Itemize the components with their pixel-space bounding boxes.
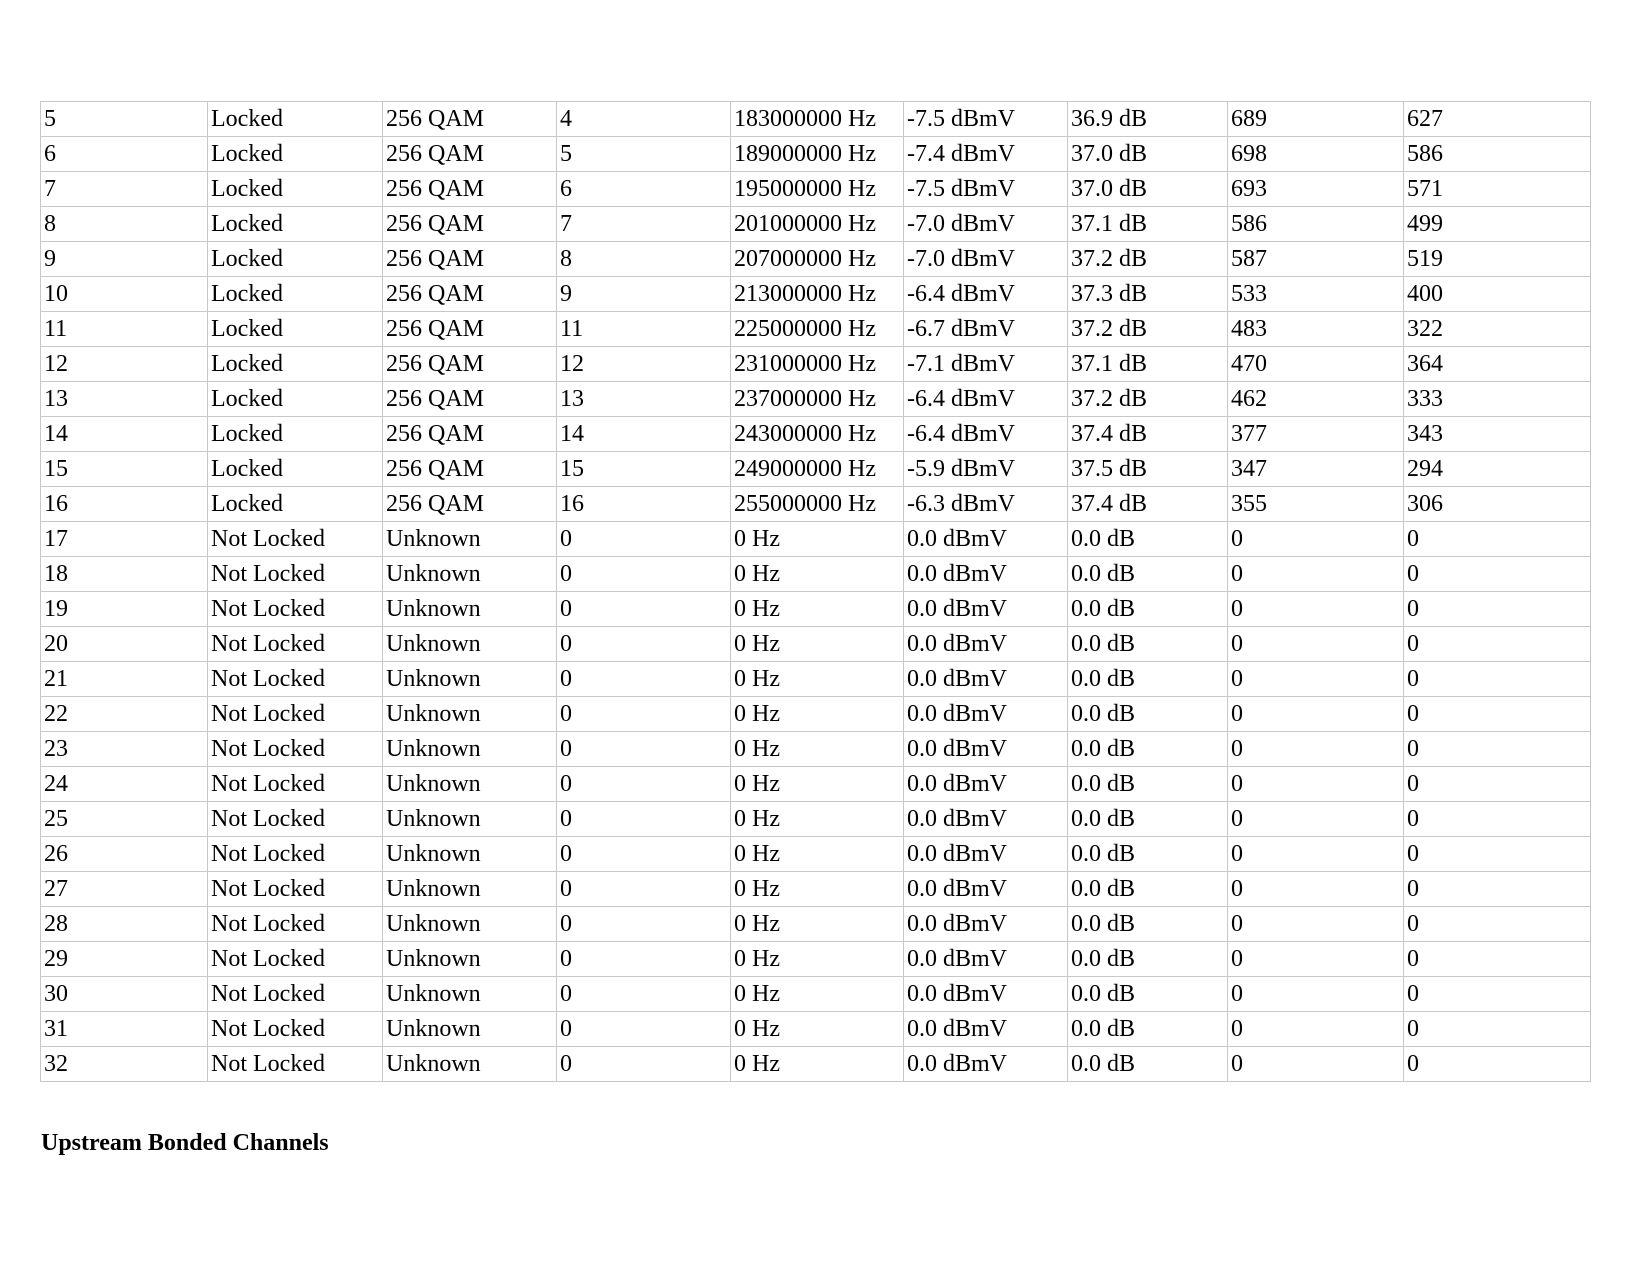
cell-lock-status: Not Locked xyxy=(208,907,383,942)
cell-channel-id: 0 xyxy=(557,977,731,1012)
cell-channel: 9 xyxy=(41,242,208,277)
cell-channel-id: 0 xyxy=(557,662,731,697)
cell-snr: 0.0 dB xyxy=(1068,697,1228,732)
cell-channel: 13 xyxy=(41,382,208,417)
cell-channel: 23 xyxy=(41,732,208,767)
cell-frequency: 0 Hz xyxy=(731,767,904,802)
cell-lock-status: Locked xyxy=(208,137,383,172)
cell-corrected: 587 xyxy=(1228,242,1404,277)
cell-frequency: 183000000 Hz xyxy=(731,102,904,137)
cell-snr: 37.2 dB xyxy=(1068,312,1228,347)
cell-uncorrectables: 0 xyxy=(1404,802,1591,837)
cell-modulation: Unknown xyxy=(383,592,557,627)
table-row xyxy=(41,417,1591,452)
section-heading-upstream-bonded-channels: Upstream Bonded Channels xyxy=(41,1130,329,1156)
cell-corrected: 0 xyxy=(1228,1047,1404,1082)
cell-channel-id: 8 xyxy=(557,242,731,277)
cell-modulation: 256 QAM xyxy=(383,207,557,242)
cell-snr: 0.0 dB xyxy=(1068,592,1228,627)
cell-frequency: 237000000 Hz xyxy=(731,382,904,417)
cell-lock-status: Not Locked xyxy=(208,1047,383,1082)
cell-lock-status: Not Locked xyxy=(208,662,383,697)
cell-channel: 32 xyxy=(41,1047,208,1082)
cell-channel-id: 6 xyxy=(557,172,731,207)
cell-snr: 37.2 dB xyxy=(1068,382,1228,417)
cell-corrected: 0 xyxy=(1228,837,1404,872)
cell-channel-id: 0 xyxy=(557,802,731,837)
cell-channel-id: 0 xyxy=(557,837,731,872)
cell-channel-id: 9 xyxy=(557,277,731,312)
cell-modulation: Unknown xyxy=(383,802,557,837)
cell-modulation: Unknown xyxy=(383,557,557,592)
cell-corrected: 377 xyxy=(1228,417,1404,452)
cell-corrected: 355 xyxy=(1228,487,1404,522)
cell-power: 0.0 dBmV xyxy=(904,977,1068,1012)
cell-power: -6.3 dBmV xyxy=(904,487,1068,522)
cell-channel: 14 xyxy=(41,417,208,452)
cell-frequency: 207000000 Hz xyxy=(731,242,904,277)
cell-frequency: 213000000 Hz xyxy=(731,277,904,312)
cell-modulation: Unknown xyxy=(383,697,557,732)
cell-uncorrectables: 0 xyxy=(1404,907,1591,942)
cell-power: 0.0 dBmV xyxy=(904,872,1068,907)
cell-snr: 0.0 dB xyxy=(1068,802,1228,837)
cell-channel: 8 xyxy=(41,207,208,242)
cell-uncorrectables: 0 xyxy=(1404,837,1591,872)
cell-lock-status: Locked xyxy=(208,417,383,452)
table-row xyxy=(41,557,1591,592)
table-row xyxy=(41,207,1591,242)
cell-channel-id: 0 xyxy=(557,1047,731,1082)
cell-channel: 16 xyxy=(41,487,208,522)
cell-channel: 26 xyxy=(41,837,208,872)
cell-snr: 0.0 dB xyxy=(1068,732,1228,767)
cell-corrected: 689 xyxy=(1228,102,1404,137)
cell-lock-status: Locked xyxy=(208,312,383,347)
cell-modulation: Unknown xyxy=(383,732,557,767)
cell-uncorrectables: 343 xyxy=(1404,417,1591,452)
cell-power: -7.5 dBmV xyxy=(904,102,1068,137)
cell-channel-id: 14 xyxy=(557,417,731,452)
cell-corrected: 0 xyxy=(1228,697,1404,732)
cell-uncorrectables: 0 xyxy=(1404,732,1591,767)
cell-power: -6.7 dBmV xyxy=(904,312,1068,347)
cell-snr: 0.0 dB xyxy=(1068,837,1228,872)
cell-lock-status: Not Locked xyxy=(208,522,383,557)
table-row xyxy=(41,907,1591,942)
cell-channel-id: 0 xyxy=(557,907,731,942)
cell-corrected: 0 xyxy=(1228,977,1404,1012)
cell-snr: 0.0 dB xyxy=(1068,907,1228,942)
cell-uncorrectables: 322 xyxy=(1404,312,1591,347)
cell-lock-status: Not Locked xyxy=(208,977,383,1012)
cell-channel: 19 xyxy=(41,592,208,627)
cell-power: 0.0 dBmV xyxy=(904,697,1068,732)
cell-snr: 37.1 dB xyxy=(1068,347,1228,382)
cell-corrected: 0 xyxy=(1228,627,1404,662)
cell-frequency: 0 Hz xyxy=(731,732,904,767)
cell-lock-status: Not Locked xyxy=(208,697,383,732)
cell-power: -7.1 dBmV xyxy=(904,347,1068,382)
cell-snr: 0.0 dB xyxy=(1068,1012,1228,1047)
cell-corrected: 586 xyxy=(1228,207,1404,242)
cell-lock-status: Locked xyxy=(208,277,383,312)
table-row xyxy=(41,102,1591,137)
table-row xyxy=(41,732,1591,767)
cell-uncorrectables: 0 xyxy=(1404,557,1591,592)
cell-channel: 24 xyxy=(41,767,208,802)
cell-power: -7.4 dBmV xyxy=(904,137,1068,172)
table-row xyxy=(41,522,1591,557)
cell-uncorrectables: 571 xyxy=(1404,172,1591,207)
cell-uncorrectables: 294 xyxy=(1404,452,1591,487)
cell-modulation: 256 QAM xyxy=(383,172,557,207)
cell-uncorrectables: 0 xyxy=(1404,942,1591,977)
cell-corrected: 0 xyxy=(1228,732,1404,767)
cell-snr: 0.0 dB xyxy=(1068,942,1228,977)
cell-snr: 37.3 dB xyxy=(1068,277,1228,312)
cell-frequency: 189000000 Hz xyxy=(731,137,904,172)
cell-frequency: 0 Hz xyxy=(731,522,904,557)
cell-frequency: 0 Hz xyxy=(731,557,904,592)
cell-channel: 29 xyxy=(41,942,208,977)
cell-power: -7.0 dBmV xyxy=(904,242,1068,277)
cell-frequency: 0 Hz xyxy=(731,977,904,1012)
cell-channel: 6 xyxy=(41,137,208,172)
cell-power: -7.0 dBmV xyxy=(904,207,1068,242)
cell-snr: 37.1 dB xyxy=(1068,207,1228,242)
cell-snr: 0.0 dB xyxy=(1068,977,1228,1012)
cell-power: 0.0 dBmV xyxy=(904,1047,1068,1082)
cell-modulation: Unknown xyxy=(383,662,557,697)
table-row xyxy=(41,347,1591,382)
table-row xyxy=(41,627,1591,662)
cell-channel-id: 7 xyxy=(557,207,731,242)
table-row xyxy=(41,452,1591,487)
cell-uncorrectables: 586 xyxy=(1404,137,1591,172)
cell-power: -6.4 dBmV xyxy=(904,417,1068,452)
table-row xyxy=(41,1047,1591,1082)
cell-corrected: 462 xyxy=(1228,382,1404,417)
cell-modulation: Unknown xyxy=(383,907,557,942)
table-body xyxy=(41,102,1591,1082)
cell-channel: 5 xyxy=(41,102,208,137)
table-row xyxy=(41,592,1591,627)
cell-frequency: 255000000 Hz xyxy=(731,487,904,522)
cell-channel-id: 4 xyxy=(557,102,731,137)
cell-frequency: 201000000 Hz xyxy=(731,207,904,242)
cell-channel-id: 0 xyxy=(557,767,731,802)
cell-power: 0.0 dBmV xyxy=(904,942,1068,977)
cell-channel: 22 xyxy=(41,697,208,732)
cell-channel-id: 5 xyxy=(557,137,731,172)
cell-modulation: 256 QAM xyxy=(383,382,557,417)
downstream-channels-table xyxy=(40,101,1591,1082)
cell-corrected: 0 xyxy=(1228,872,1404,907)
cell-frequency: 0 Hz xyxy=(731,697,904,732)
cell-power: -7.5 dBmV xyxy=(904,172,1068,207)
cell-channel: 31 xyxy=(41,1012,208,1047)
cell-corrected: 0 xyxy=(1228,907,1404,942)
cell-corrected: 533 xyxy=(1228,277,1404,312)
cell-channel: 10 xyxy=(41,277,208,312)
cell-power: 0.0 dBmV xyxy=(904,522,1068,557)
cell-channel-id: 0 xyxy=(557,732,731,767)
cell-modulation: 256 QAM xyxy=(383,347,557,382)
cell-channel: 28 xyxy=(41,907,208,942)
cell-corrected: 470 xyxy=(1228,347,1404,382)
cell-corrected: 0 xyxy=(1228,802,1404,837)
table-row xyxy=(41,172,1591,207)
table-row xyxy=(41,802,1591,837)
cell-modulation: 256 QAM xyxy=(383,452,557,487)
cell-lock-status: Not Locked xyxy=(208,732,383,767)
cell-uncorrectables: 499 xyxy=(1404,207,1591,242)
cell-power: 0.0 dBmV xyxy=(904,557,1068,592)
cell-channel-id: 0 xyxy=(557,557,731,592)
cell-lock-status: Locked xyxy=(208,102,383,137)
cell-snr: 37.5 dB xyxy=(1068,452,1228,487)
cell-power: 0.0 dBmV xyxy=(904,767,1068,802)
cell-channel-id: 12 xyxy=(557,347,731,382)
table-row xyxy=(41,942,1591,977)
cell-power: -6.4 dBmV xyxy=(904,382,1068,417)
cell-uncorrectables: 519 xyxy=(1404,242,1591,277)
cell-channel-id: 11 xyxy=(557,312,731,347)
cell-modulation: 256 QAM xyxy=(383,102,557,137)
table-row xyxy=(41,312,1591,347)
cell-channel-id: 0 xyxy=(557,592,731,627)
cell-power: 0.0 dBmV xyxy=(904,907,1068,942)
cell-power: -6.4 dBmV xyxy=(904,277,1068,312)
cell-lock-status: Locked xyxy=(208,347,383,382)
cell-channel: 17 xyxy=(41,522,208,557)
cell-uncorrectables: 0 xyxy=(1404,697,1591,732)
cell-lock-status: Not Locked xyxy=(208,802,383,837)
cell-frequency: 0 Hz xyxy=(731,872,904,907)
cell-modulation: 256 QAM xyxy=(383,242,557,277)
cell-lock-status: Locked xyxy=(208,487,383,522)
cell-channel-id: 0 xyxy=(557,627,731,662)
cell-lock-status: Not Locked xyxy=(208,592,383,627)
cell-power: 0.0 dBmV xyxy=(904,1012,1068,1047)
cell-frequency: 0 Hz xyxy=(731,942,904,977)
cell-power: -5.9 dBmV xyxy=(904,452,1068,487)
cell-snr: 37.2 dB xyxy=(1068,242,1228,277)
cell-snr: 0.0 dB xyxy=(1068,557,1228,592)
cell-frequency: 249000000 Hz xyxy=(731,452,904,487)
cell-channel-id: 13 xyxy=(557,382,731,417)
cell-corrected: 483 xyxy=(1228,312,1404,347)
cell-uncorrectables: 0 xyxy=(1404,1012,1591,1047)
cell-snr: 0.0 dB xyxy=(1068,872,1228,907)
cell-lock-status: Not Locked xyxy=(208,767,383,802)
table-row xyxy=(41,137,1591,172)
cell-corrected: 698 xyxy=(1228,137,1404,172)
cell-lock-status: Not Locked xyxy=(208,1012,383,1047)
cell-frequency: 225000000 Hz xyxy=(731,312,904,347)
cell-frequency: 231000000 Hz xyxy=(731,347,904,382)
cell-modulation: 256 QAM xyxy=(383,417,557,452)
cell-power: 0.0 dBmV xyxy=(904,732,1068,767)
cell-snr: 37.0 dB xyxy=(1068,172,1228,207)
cell-channel-id: 0 xyxy=(557,942,731,977)
table-row xyxy=(41,872,1591,907)
cell-channel: 7 xyxy=(41,172,208,207)
table-row xyxy=(41,697,1591,732)
cell-frequency: 0 Hz xyxy=(731,1012,904,1047)
cell-lock-status: Locked xyxy=(208,207,383,242)
cell-uncorrectables: 0 xyxy=(1404,662,1591,697)
cell-lock-status: Not Locked xyxy=(208,942,383,977)
table-row xyxy=(41,837,1591,872)
cell-corrected: 0 xyxy=(1228,942,1404,977)
cell-frequency: 0 Hz xyxy=(731,627,904,662)
cell-uncorrectables: 0 xyxy=(1404,977,1591,1012)
cell-uncorrectables: 400 xyxy=(1404,277,1591,312)
cell-power: 0.0 dBmV xyxy=(904,592,1068,627)
cell-channel: 15 xyxy=(41,452,208,487)
cell-frequency: 195000000 Hz xyxy=(731,172,904,207)
table-row xyxy=(41,977,1591,1012)
cell-modulation: Unknown xyxy=(383,872,557,907)
cell-channel: 25 xyxy=(41,802,208,837)
cell-channel-id: 0 xyxy=(557,872,731,907)
cell-snr: 0.0 dB xyxy=(1068,662,1228,697)
cell-snr: 36.9 dB xyxy=(1068,102,1228,137)
cell-modulation: Unknown xyxy=(383,837,557,872)
cell-lock-status: Not Locked xyxy=(208,837,383,872)
cell-frequency: 0 Hz xyxy=(731,802,904,837)
cell-corrected: 0 xyxy=(1228,592,1404,627)
cell-uncorrectables: 306 xyxy=(1404,487,1591,522)
cell-modulation: Unknown xyxy=(383,767,557,802)
cell-uncorrectables: 0 xyxy=(1404,1047,1591,1082)
table-row xyxy=(41,1012,1591,1047)
cell-lock-status: Not Locked xyxy=(208,557,383,592)
cell-corrected: 0 xyxy=(1228,1012,1404,1047)
cell-modulation: Unknown xyxy=(383,627,557,662)
table-row xyxy=(41,487,1591,522)
cell-snr: 0.0 dB xyxy=(1068,627,1228,662)
cell-lock-status: Not Locked xyxy=(208,872,383,907)
cell-uncorrectables: 0 xyxy=(1404,522,1591,557)
cell-frequency: 0 Hz xyxy=(731,837,904,872)
cell-channel: 12 xyxy=(41,347,208,382)
cell-frequency: 0 Hz xyxy=(731,662,904,697)
cell-frequency: 0 Hz xyxy=(731,907,904,942)
cell-frequency: 0 Hz xyxy=(731,592,904,627)
cell-power: 0.0 dBmV xyxy=(904,662,1068,697)
cell-snr: 37.4 dB xyxy=(1068,487,1228,522)
cell-modulation: Unknown xyxy=(383,522,557,557)
cell-channel-id: 0 xyxy=(557,522,731,557)
cell-channel: 18 xyxy=(41,557,208,592)
table-row xyxy=(41,382,1591,417)
cell-corrected: 0 xyxy=(1228,557,1404,592)
cell-modulation: Unknown xyxy=(383,1012,557,1047)
cell-lock-status: Not Locked xyxy=(208,627,383,662)
cell-frequency: 0 Hz xyxy=(731,1047,904,1082)
cell-lock-status: Locked xyxy=(208,452,383,487)
cell-uncorrectables: 333 xyxy=(1404,382,1591,417)
cell-channel: 21 xyxy=(41,662,208,697)
table-row xyxy=(41,242,1591,277)
table-row xyxy=(41,767,1591,802)
cell-snr: 37.0 dB xyxy=(1068,137,1228,172)
cell-uncorrectables: 0 xyxy=(1404,592,1591,627)
cell-frequency: 243000000 Hz xyxy=(731,417,904,452)
cell-corrected: 0 xyxy=(1228,662,1404,697)
cell-lock-status: Locked xyxy=(208,242,383,277)
cell-lock-status: Locked xyxy=(208,172,383,207)
cell-uncorrectables: 364 xyxy=(1404,347,1591,382)
cell-power: 0.0 dBmV xyxy=(904,837,1068,872)
cell-channel-id: 0 xyxy=(557,1012,731,1047)
cell-snr: 37.4 dB xyxy=(1068,417,1228,452)
cell-channel-id: 16 xyxy=(557,487,731,522)
cell-modulation: Unknown xyxy=(383,1047,557,1082)
cell-power: 0.0 dBmV xyxy=(904,802,1068,837)
table-row xyxy=(41,277,1591,312)
table-row xyxy=(41,662,1591,697)
cell-snr: 0.0 dB xyxy=(1068,522,1228,557)
cell-modulation: 256 QAM xyxy=(383,137,557,172)
cell-modulation: 256 QAM xyxy=(383,312,557,347)
cell-channel-id: 15 xyxy=(557,452,731,487)
cell-corrected: 0 xyxy=(1228,767,1404,802)
cell-snr: 0.0 dB xyxy=(1068,1047,1228,1082)
cell-channel: 20 xyxy=(41,627,208,662)
cell-uncorrectables: 0 xyxy=(1404,872,1591,907)
cell-corrected: 347 xyxy=(1228,452,1404,487)
cell-modulation: 256 QAM xyxy=(383,487,557,522)
cell-modulation: Unknown xyxy=(383,977,557,1012)
cell-modulation: Unknown xyxy=(383,942,557,977)
cell-lock-status: Locked xyxy=(208,382,383,417)
cell-uncorrectables: 0 xyxy=(1404,767,1591,802)
cell-channel-id: 0 xyxy=(557,697,731,732)
cell-power: 0.0 dBmV xyxy=(904,627,1068,662)
cell-channel: 30 xyxy=(41,977,208,1012)
cell-uncorrectables: 627 xyxy=(1404,102,1591,137)
cell-modulation: 256 QAM xyxy=(383,277,557,312)
cell-channel: 27 xyxy=(41,872,208,907)
cell-snr: 0.0 dB xyxy=(1068,767,1228,802)
cell-uncorrectables: 0 xyxy=(1404,627,1591,662)
cell-channel: 11 xyxy=(41,312,208,347)
cell-corrected: 0 xyxy=(1228,522,1404,557)
cell-corrected: 693 xyxy=(1228,172,1404,207)
